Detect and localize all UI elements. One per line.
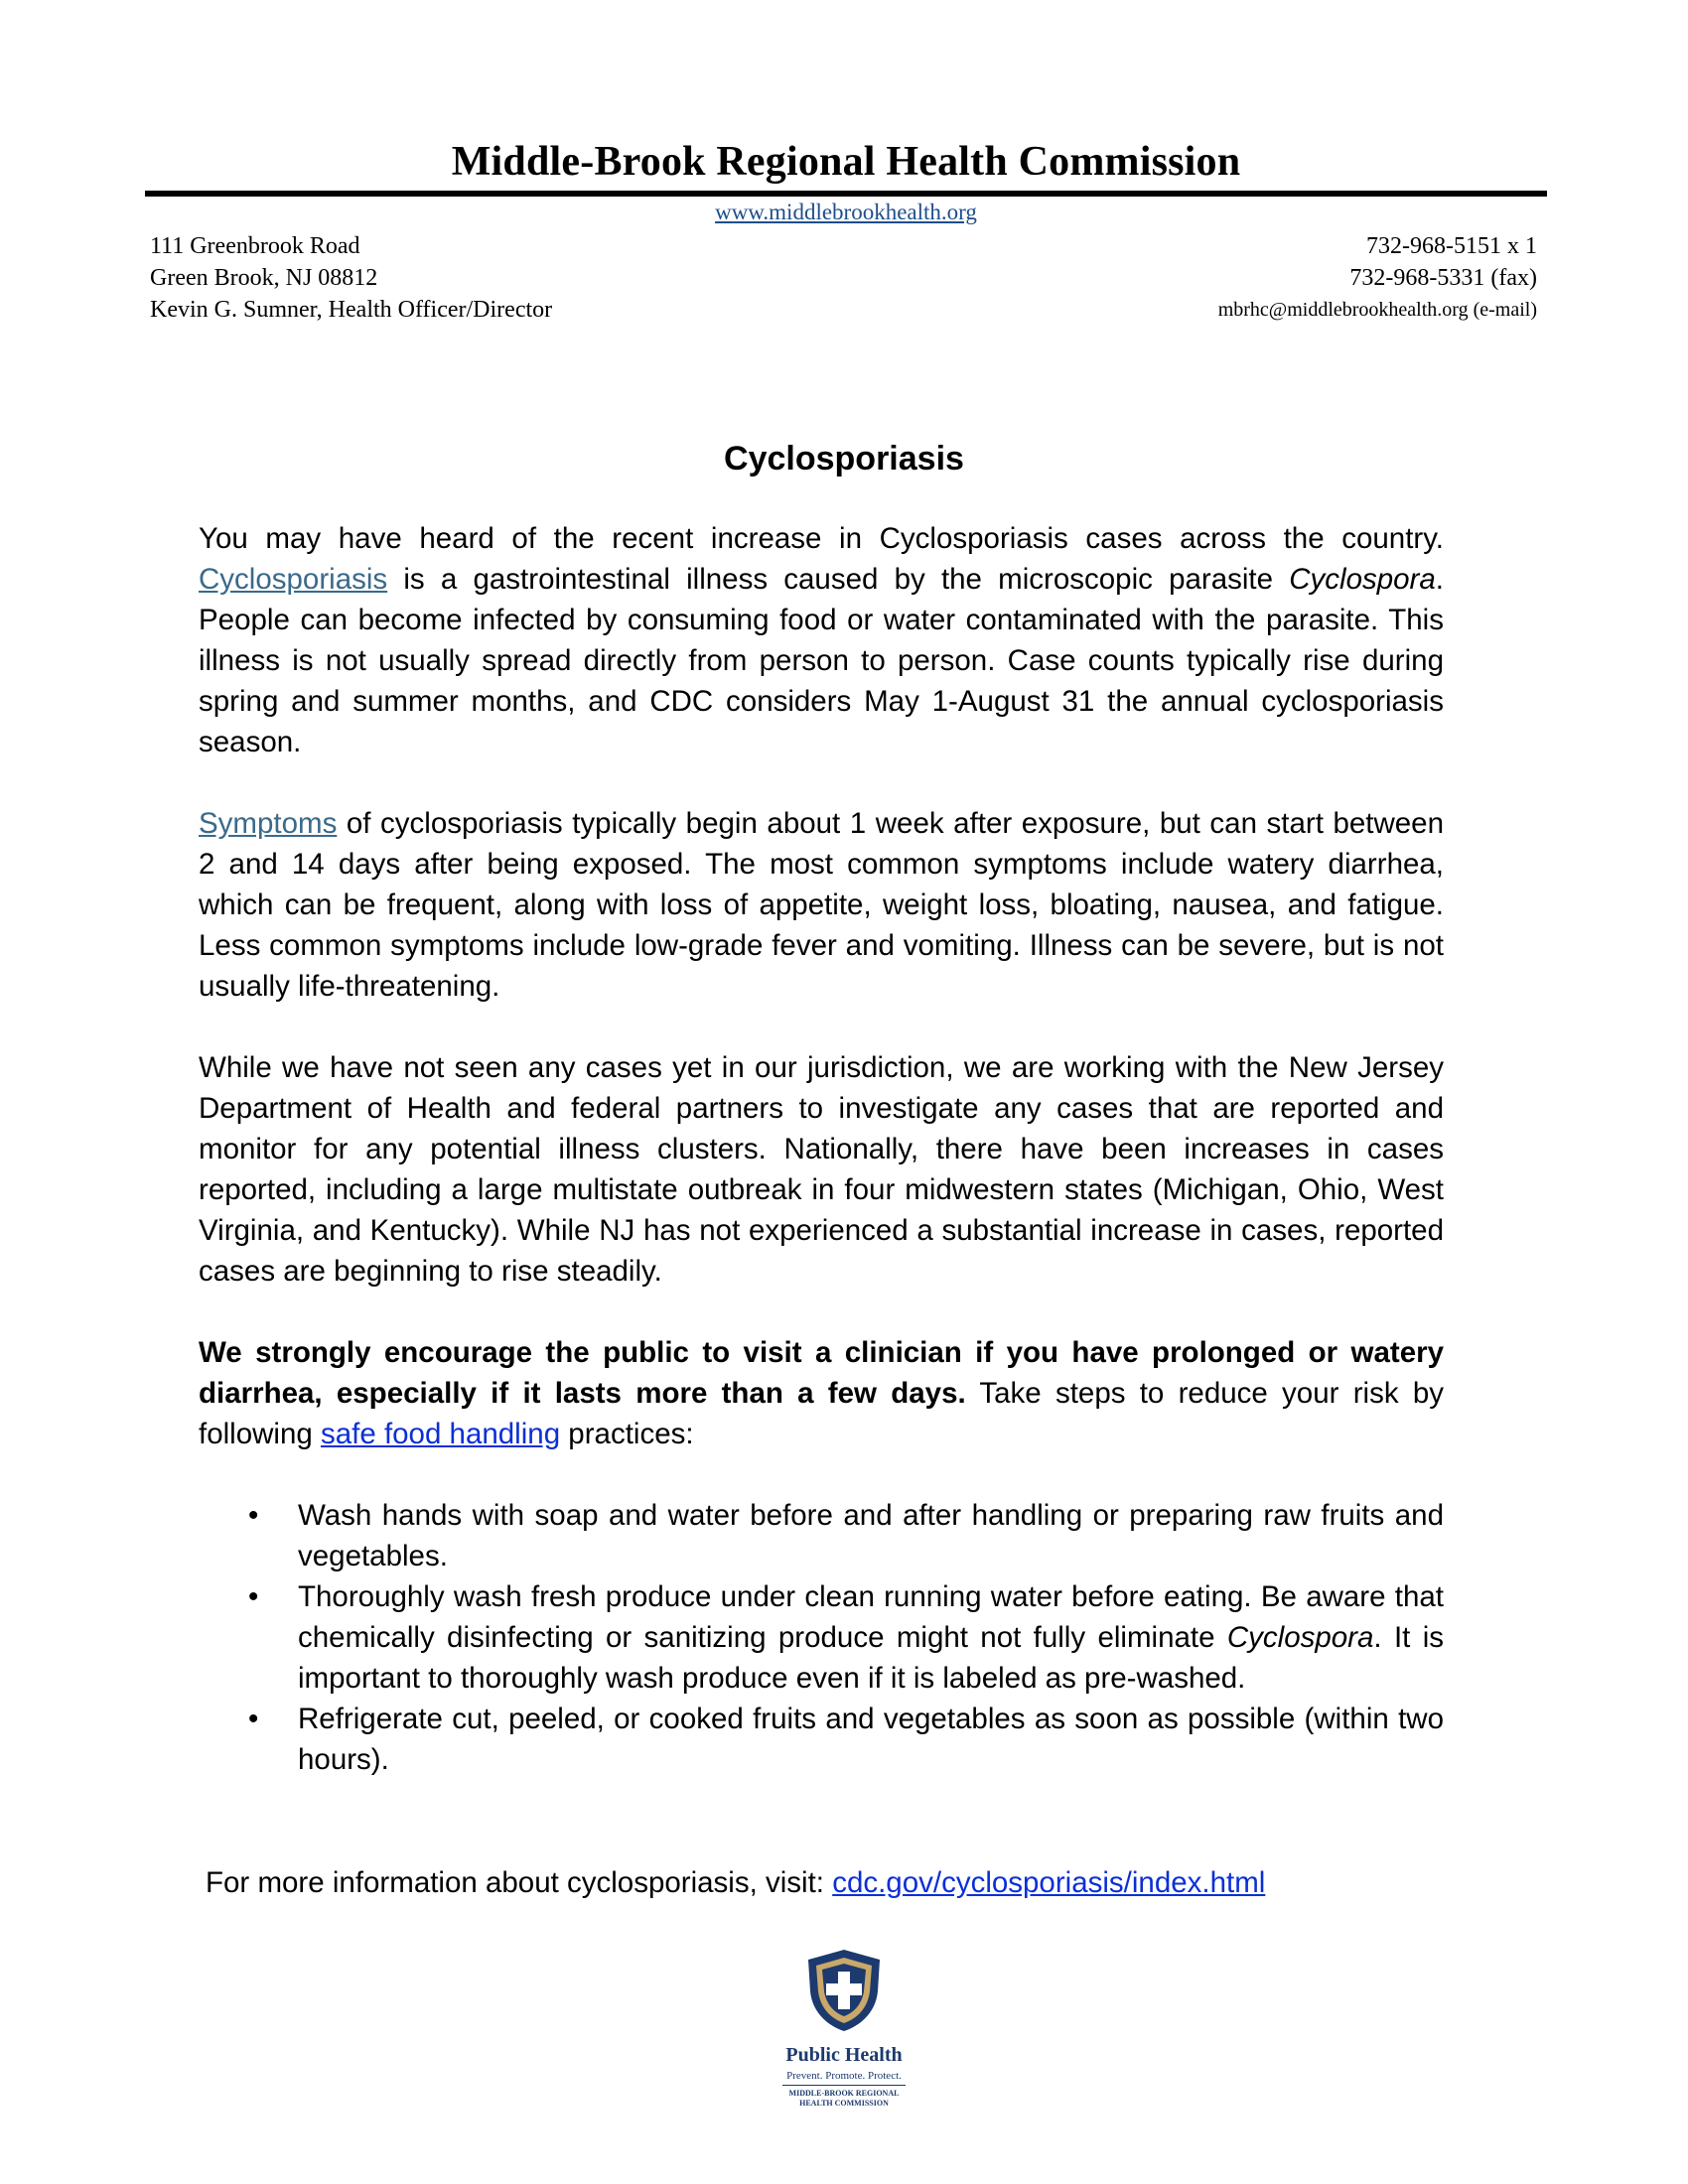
logo-sub2: HEALTH COMMISSION <box>799 2099 889 2108</box>
bullet-dot-icon: • <box>248 1499 259 1532</box>
p1-rest: . People can become infected by consuming food or water contaminated with the parasite. This illness is not usually spread directly from person to person. Case counts typically rise during spring and summer months, and CDC considers May 1-August 31 the annual cyclosporiasis season. <box>199 563 1444 758</box>
p4-mid: Take steps to reduce your risk by following <box>199 1377 1444 1450</box>
p2-rest: of cyclosporiasis typically begin about 1 week after exposure, but can start between 2 and 14 days after being exposed. The most common symptoms include watery diarrhea, which can be frequent, along with loss of appetite, weight loss, bloating, nausea, and fatigue. Less common symptoms include low-grade fever and vomiting. Illness can be severe, but is not usually life-threatening. <box>199 807 1444 1003</box>
address-line2: Green Brook, NJ 08812 <box>150 265 378 291</box>
p1-after-link: is a gastrointestinal illness caused by the microscopic parasite <box>387 563 1290 596</box>
letterhead <box>145 137 1547 326</box>
document-body <box>199 518 1444 1780</box>
p1-italic-term: Cyclospora <box>1289 563 1436 596</box>
more-info-line <box>206 1862 1265 1903</box>
phone-number: 732-968-5151 x 1 <box>1366 233 1537 259</box>
paragraph-intro <box>199 518 1444 762</box>
shield-cross-icon <box>802 1946 886 2035</box>
header-rule <box>145 191 1547 197</box>
list-item <box>199 1495 1444 1576</box>
email-address: mbrhc@middlebrookhealth.org (e-mail) <box>1217 299 1537 321</box>
recommendation-bold: We strongly encourage the public to visit a clinician if you have prolonged or watery diarrhea, especially if it lasts more than a few days. <box>199 1336 1444 1410</box>
symptoms-link[interactable]: Symptoms <box>199 807 338 840</box>
bullet-text-2-end: . It is important to thoroughly wash produce even if it is labeled as pre-washed. <box>298 1621 1444 1695</box>
contact-block <box>145 230 1547 326</box>
public-health-logo <box>745 1946 943 2109</box>
more-info-text: For more information about cyclosporiasis, visit: <box>206 1866 833 1899</box>
intro-sentence: You may have heard of the recent increase in Cyclosporiasis cases across the country. <box>199 522 1444 555</box>
website-link[interactable]: www.middlebrookhealth.org <box>715 200 977 224</box>
p4-end: practices: <box>560 1418 694 1450</box>
paragraph-jurisdiction: While we have not seen any cases yet in our jurisdiction, we are working with the New Jersey Department of Health and federal partners to investigate any cases that are reported and monitor for any potential illness clusters. Nationally, there have been increases in cases reported, including a large multistate outbreak in four midwestern states (Michigan, Ohio, West Virginia, and Kentucky). While NJ has not experienced a substantial increase in cases, reported cases are beginning to rise steadily. <box>199 1051 1444 1288</box>
bullet-text-1: Wash hands with soap and water before and after handling or preparing raw fruits and vegetables. <box>298 1499 1444 1572</box>
cyclosporiasis-link[interactable]: Cyclosporiasis <box>199 563 388 596</box>
bullet-text-2-italic: Cyclospora <box>1226 1621 1374 1654</box>
cdc-link[interactable]: cdc.gov/cyclosporiasis/index.html <box>832 1866 1266 1899</box>
logo-tagline: Prevent. Promote. Protect. <box>782 2070 906 2086</box>
safe-food-handling-link[interactable]: safe food handling <box>320 1418 561 1450</box>
bullet-text-3: Refrigerate cut, peeled, or cooked fruits and vegetables as soon as possible (within two hours). <box>298 1703 1444 1776</box>
list-item <box>199 1576 1444 1699</box>
health-officer: Kevin G. Sumner, Health Officer/Director <box>150 297 553 323</box>
logo-name: Public Health <box>785 2044 903 2066</box>
document-title: Cyclosporiasis <box>724 440 964 478</box>
phone-block <box>1218 230 1537 326</box>
address-block <box>150 230 552 326</box>
paragraph-recommendation <box>199 1332 1444 1454</box>
paragraph-symptoms <box>199 803 1444 1007</box>
list-item <box>199 1699 1444 1780</box>
bullet-text-2-start: Thoroughly wash fresh produce under clean running water before eating. Be aware that chemically disinfecting or sanitizing produce might not fully eliminate <box>298 1580 1444 1654</box>
bullet-dot-icon: • <box>248 1703 259 1735</box>
org-name: Middle-Brook Regional Health Commission <box>451 139 1241 185</box>
logo-sub1: MIDDLE-BROOK REGIONAL <box>788 2089 900 2098</box>
bullet-dot-icon: • <box>248 1580 259 1613</box>
address-line1: 111 Greenbrook Road <box>150 233 360 259</box>
fax-number: 732-968-5331 (fax) <box>1349 265 1537 291</box>
safety-bullet-list <box>199 1495 1444 1780</box>
